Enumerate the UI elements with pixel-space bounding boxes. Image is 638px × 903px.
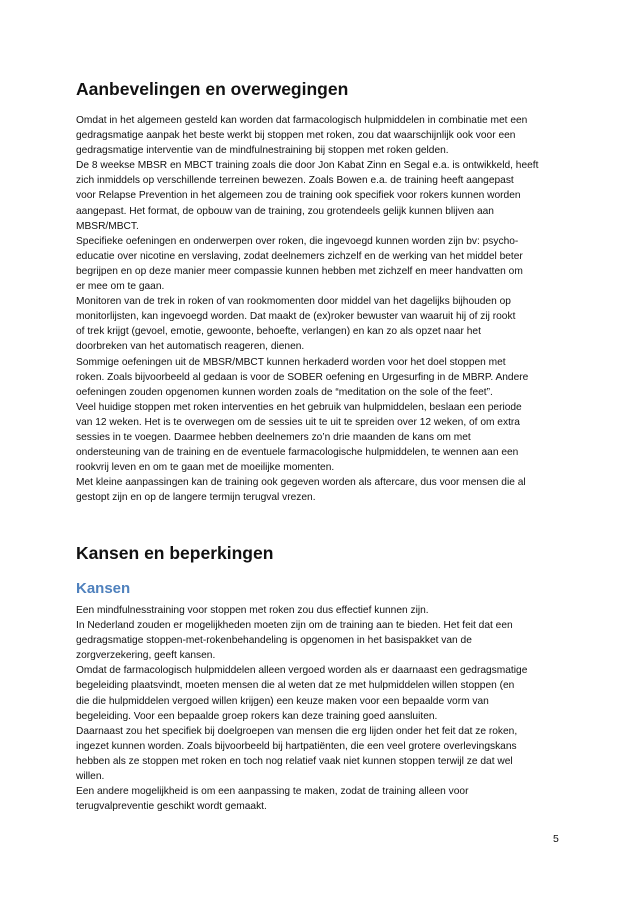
- text-line: ingezet kunnen worden. Zoals bijvoorbeeld bij hartpatiënten, die een veel grotere overlevingskans: [76, 740, 517, 752]
- text-line: Veel huidige stoppen met roken interventies en het gebruik van hulpmiddelen, beslaan een periode: [76, 401, 522, 413]
- text-line: MBSR/MBCT.: [76, 220, 139, 232]
- text-line: zorgverzekering, geeft kansen.: [76, 650, 216, 662]
- page-number: 5: [553, 833, 559, 845]
- text-line: ondersteuning van de training en de eventuele farmacologische hulpmiddelen, te wennen aan een: [76, 447, 519, 459]
- text-line: van 12 weken. Het is te overwegen om de sessies uit te uit te spreiden over 12 weken, of om extra: [76, 416, 520, 428]
- text-line: In Nederland zouden er mogelijkheden moeten zijn om de training aan te bieden. Het feit dat een: [76, 620, 513, 632]
- text-line: gedragsmatige stoppen-met-rokenbehandeling is opgenomen in het basispakket van de: [76, 635, 472, 647]
- text-line: begeleiding plaatsvindt, moeten mensen die al weten dat ze met hulpmiddelen willen stoppen (en: [76, 680, 515, 692]
- text-line: Omdat de farmacologisch hulpmiddelen alleen vergoed worden als er daarnaast een gedragsmatige: [76, 665, 528, 677]
- text-line: zich inmiddels op verschillende terreinen bewezen. Zoals Bowen e.a. de training heeft aangepast: [76, 175, 514, 187]
- text-line: monitorlijsten, kan ingevoegd worden. Dat maakt de (ex)roker bewuster van waaruit hij of zij rookt: [76, 311, 516, 323]
- text-line: gestopt zijn en op de langere termijn terugval vrezen.: [76, 492, 316, 504]
- text-line: Een andere mogelijkheid is om een aanpassing te maken, zodat de training alleen voor: [76, 786, 469, 798]
- section-body-kansen: [76, 603, 566, 814]
- text-line: willen.: [76, 771, 105, 783]
- subheading-kansen: Kansen: [76, 580, 131, 597]
- text-line: De 8 weekse MBSR en MBCT training zoals die door Jon Kabat Zinn en Segal e.a. is ontwikkeld, heeft: [76, 160, 539, 172]
- text-line: hebben als ze stoppen met roken en toch nog relatief vaak niet kunnen stoppen terwijl ze dat wel: [76, 755, 513, 767]
- text-line: roken. Zoals bijvoorbeeld al gedaan is voor de SOBER oefening en Urgesurfing in de MBRP. Andere: [76, 371, 529, 383]
- text-line: Omdat in het algemeen gesteld kan worden dat farmacologisch hulpmiddelen in combinatie met een: [76, 115, 528, 126]
- section-heading-aanbevelingen: Aanbevelingen en overwegingen: [76, 79, 349, 99]
- text-line: rookvrij leven en om te gaan met de moeilijke momenten.: [76, 462, 335, 474]
- text-line: sessies in te voegen. Daarmee hebben deelnemers zo’n drie maanden de kans om met: [76, 431, 471, 443]
- section-body-aanbevelingen: [76, 113, 566, 505]
- section-heading-kansen-beperkingen: Kansen en beperkingen: [76, 543, 274, 563]
- text-line: Een mindfulnesstraining voor stoppen met roken zou dus effectief kunnen zijn.: [76, 605, 429, 616]
- text-line: Specifieke oefeningen en onderwerpen over roken, die ingevoegd kunnen worden zijn bv: psycho-: [76, 235, 519, 247]
- text-line: voor Relapse Prevention in het algemeen zou de training ook specifiek voor rokers kunnen worden: [76, 190, 521, 202]
- text-line: of trek krijgt (gevoel, emotie, gewoonte, behoefte, verlangen) en kan zo als opzet naar het: [76, 326, 481, 338]
- text-line: Monitoren van de trek in roken of van rookmomenten door middel van het dagelijks bijhouden op: [76, 296, 511, 308]
- text-line: educatie over nicotine en verslaving, zodat deelnemers zichzelf en de werking van het middel beter: [76, 250, 523, 262]
- text-line: gedragsmatige interventie van de mindfulnestraining bij stoppen met roken gelden.: [76, 145, 449, 157]
- text-line: Met kleine aanpassingen kan de training ook gegeven worden als aftercare, dus voor mensen die al: [76, 477, 526, 489]
- text-line: Sommige oefeningen uit de MBSR/MBCT kunnen herkaderd worden voor het doel stoppen met: [76, 356, 506, 368]
- text-line: begrijpen en op deze manier meer compassie kunnen hebben met zichzelf en meer handvatten om: [76, 265, 523, 277]
- text-line: oefeningen zouden opgenomen kunnen worden zoals de “meditation on the sole of the feet”.: [76, 386, 493, 398]
- text-line: doorbreken van het automatisch reageren, dienen.: [76, 341, 305, 353]
- text-line: die die hulpmiddelen vergoed willen krijgen) een keuze maken voor een bepaalde vorm van: [76, 695, 489, 707]
- text-line: begeleiding. Voor een bepaalde groep rokers kan deze training goed aansluiten.: [76, 710, 438, 722]
- text-line: terugvalpreventie geschikt wordt gemaakt.: [76, 801, 267, 813]
- text-line: er mee om te gaan.: [76, 281, 165, 293]
- text-line: gedragsmatige aanpak het beste werkt bij stoppen met roken, zou dat waarschijnlijk ook voor een: [76, 130, 516, 142]
- text-line: Daarnaast zou het specifiek bij doelgroepen van mensen die erg lijden onder het feit dat ze roken,: [76, 725, 518, 737]
- text-line: aangepast. Het format, de opbouw van de training, zou grotendeels gelijk kunnen blijven aan: [76, 205, 494, 217]
